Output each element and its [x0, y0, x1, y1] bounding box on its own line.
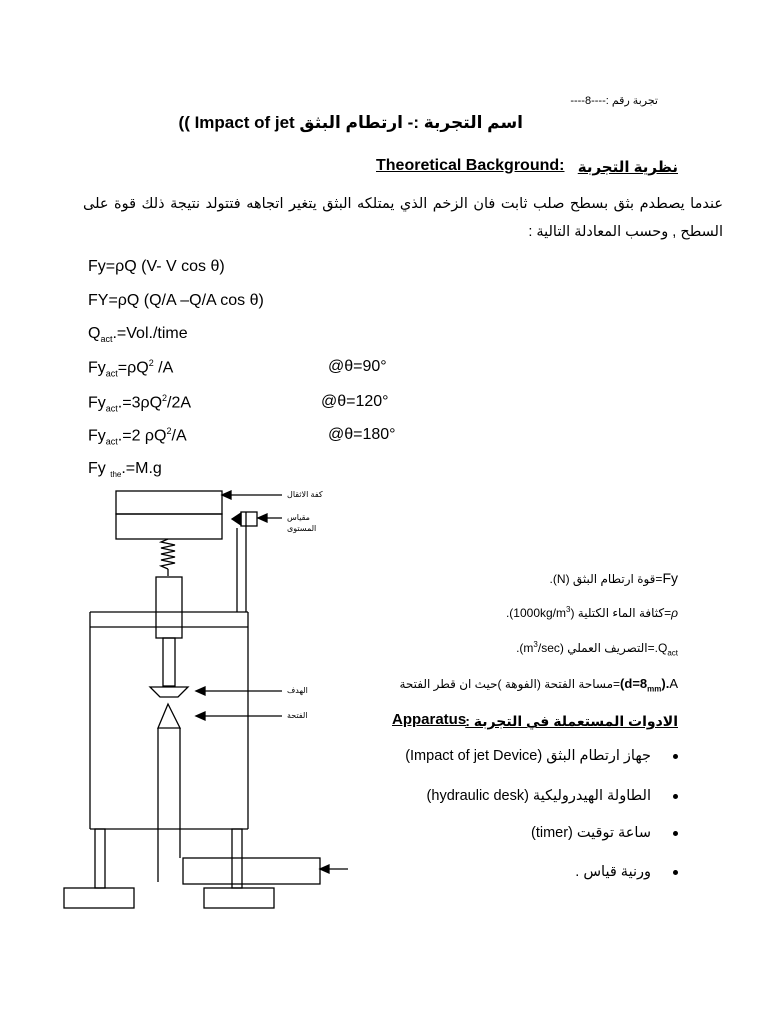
- bullet-icon: [673, 831, 678, 836]
- apparatus-heading-ar: الادوات المستعملة في التجربة :: [465, 713, 678, 729]
- theory-paragraph: عندما يصطدم بثق بسطح صلب ثابت فان الزخم الذي يمتلكه البثق يتغير اتجاهه فتتولد نتيجة ذلك قوة على السطح , وحسب المعادلة التالية :: [83, 196, 723, 240]
- bullet-icon: [673, 754, 678, 759]
- label-weight-pan: كفة الاثقال: [287, 490, 323, 499]
- label-nozzle: الفتحة: [287, 711, 308, 720]
- legend-density-symbol: ρ: [671, 606, 678, 620]
- legend-discharge-desc: .=التصريف العملي $(m^3/\sec)$.: [516, 640, 658, 655]
- apparatus-item-text: ساعة توقيت (timer): [530, 825, 651, 841]
- theory-heading-ar: نظرية التجربة: [577, 159, 678, 176]
- apparatus-item: [427, 788, 678, 804]
- level-gauge: [241, 512, 257, 526]
- eq-mid: =ρQ: [117, 359, 149, 377]
- apparatus-heading-en: Apparatus: [392, 711, 467, 728]
- eq-mid: .=3ρQ: [117, 394, 163, 412]
- eq-subscript: the: [110, 470, 122, 480]
- eq-symbol: Fy: [88, 359, 106, 377]
- weight-pan-top: [116, 491, 222, 514]
- equation-momentum: Fy=ρQ (V- V cos θ): [88, 258, 225, 275]
- apparatus-item-text: ورنية قياس .: [575, 864, 651, 880]
- eq-mid: .=2 ρQ: [117, 427, 167, 445]
- legend-force-desc: =قوة ارتطام البثق (N).: [549, 572, 663, 586]
- equation-momentum-area: FY=ρQ (Q/A –Q/A cos θ): [88, 292, 264, 309]
- eq-subscript: act: [105, 368, 118, 379]
- eq-superscript: 2: [162, 393, 168, 403]
- eq-rest: /2A: [167, 394, 192, 412]
- weight-pan-bottom: [116, 514, 222, 539]
- label-level-gauge: مقياس: [287, 513, 310, 522]
- condition-180: @θ=180°: [328, 426, 396, 443]
- experiment-number: تجربة رقم :----8----: [570, 95, 658, 107]
- bullet-icon: [673, 794, 678, 799]
- rod-housing: [156, 577, 182, 638]
- apparatus-item-text: الطاولة الهيدروليكية (hydraulic desk): [426, 788, 651, 804]
- inlet-pipe: [183, 858, 320, 884]
- target-plate: [150, 687, 188, 697]
- eq-rest: .=M.g: [121, 460, 162, 477]
- eq-rest: /A: [153, 359, 174, 377]
- foot-left: [64, 888, 134, 908]
- legend-area-symbol: A: [669, 676, 678, 691]
- eq-subscript: act: [105, 403, 118, 414]
- eq-subscript: act: [105, 436, 118, 447]
- apparatus-item-text: جهاز ارتطام البثق (Impact of jet Device): [405, 748, 651, 764]
- eq-rest: .=Vol./time: [112, 325, 188, 342]
- theory-heading-en: Theoretical Background:: [376, 157, 565, 174]
- apparatus-item: [405, 748, 678, 764]
- legend-discharge-symbol: $Q_{act}$: [657, 641, 678, 658]
- condition-90: @θ=90°: [328, 358, 387, 375]
- eq-symbol: Q: [88, 325, 101, 342]
- bullet-icon: [673, 870, 678, 875]
- nozzle-tip: [158, 704, 180, 728]
- experiment-title: اسم التجربة :- ارتطام البثق Impact of jet )): [178, 113, 523, 132]
- spring: [161, 539, 175, 569]
- label-level-gauge-2: المستوى: [287, 524, 317, 533]
- legend-discharge: [516, 640, 678, 657]
- eq-superscript: 2: [166, 426, 172, 436]
- legend-area: [396, 676, 678, 694]
- eq-subscript: act: [100, 334, 113, 345]
- eq-symbol: Fy: [88, 394, 106, 412]
- legend-force-symbol: Fy: [662, 570, 678, 586]
- foot-right: [204, 888, 274, 908]
- legend-density: [506, 605, 678, 620]
- apparatus-item: [531, 825, 678, 841]
- eq-symbol: Fy: [88, 460, 111, 477]
- condition-120: @θ=120°: [321, 393, 389, 410]
- legend-area-desc: =مساحة الفتحة (الفوهة )حيث ان قطر الفتحة: [396, 677, 621, 691]
- rod: [163, 638, 175, 686]
- legend-area-diameter: $(d=8_{mm})$.: [620, 676, 670, 694]
- legend-density-desc: =كثافة الماء الكتلية $(1000kg/m^3)$.: [505, 605, 672, 620]
- label-target: الهدف: [287, 686, 308, 695]
- legend-force: [550, 570, 678, 586]
- eq-symbol: Fy: [88, 427, 106, 445]
- eq-superscript: 2: [148, 358, 154, 368]
- eq-rest: /A: [171, 427, 187, 445]
- apparatus-item: [575, 864, 678, 880]
